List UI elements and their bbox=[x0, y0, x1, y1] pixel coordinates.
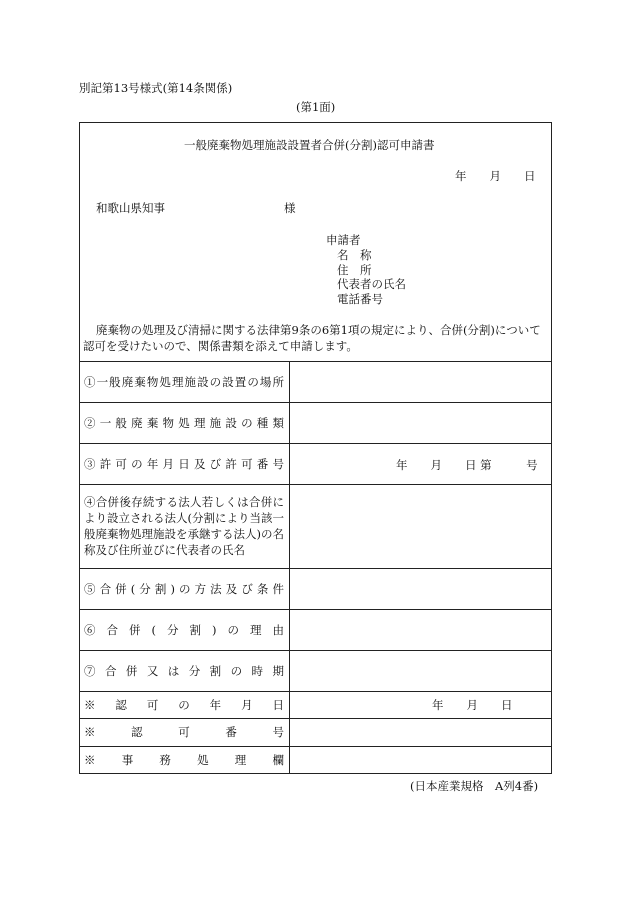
table-row-label: ※認可の年月日 bbox=[84, 697, 284, 712]
approval-date-field[interactable]: 年 月 日 bbox=[432, 698, 513, 712]
table-row-label: ⑤合併(分割)の方法及び条件 bbox=[84, 581, 284, 596]
table-row-label: ⑥合併(分割)の理由 bbox=[84, 622, 284, 637]
table-row-label: ④合併後存続する法人若しくは合併により設立される法人(分割により当該一般廃棄物処理施設を承継する法人)の名称及び住所並びに代表者の氏名 bbox=[84, 495, 284, 557]
statement-line-2: 認可を受けたいので、関係書類を添えて申請します。 bbox=[83, 339, 358, 353]
permit-date-number-field[interactable]: 年 月 日 第 号 bbox=[396, 458, 538, 472]
table-row-label: ③許可の年月日及び許可番号 bbox=[84, 456, 284, 471]
form-title: 一般廃棄物処理施設設置者合併(分割)認可申請書 bbox=[184, 138, 435, 152]
statement-line-1: 廃棄物の処理及び清掃に関する法律第9条の6第1項の規定により、合併(分割)について bbox=[96, 323, 541, 337]
applicant-heading: 申請者 bbox=[326, 233, 361, 247]
column-divider bbox=[289, 361, 290, 774]
form-reference: 別記第13号様式(第14条関係) bbox=[79, 81, 233, 95]
paper-size-note: (日本産業規格 A列4番) bbox=[410, 779, 539, 793]
table-row-label: ※認可番号 bbox=[84, 725, 284, 739]
applicant-field-address: 住 所 bbox=[337, 263, 372, 277]
table-row-label: ②一般廃棄物処理施設の種類 bbox=[84, 415, 284, 430]
addressee-name: 和歌山県知事 bbox=[96, 201, 165, 215]
date-line: 年 月 日 bbox=[455, 169, 536, 183]
addressee-honorific: 様 bbox=[284, 201, 296, 215]
page-label: (第1面) bbox=[296, 100, 336, 114]
applicant-field-name: 名 称 bbox=[337, 248, 372, 262]
table-row-label: ⑦合併又は分割の時期 bbox=[84, 663, 284, 678]
table-row-label: ※事務処理欄 bbox=[84, 753, 284, 767]
applicant-field-representative: 代表者の氏名 bbox=[337, 277, 406, 291]
applicant-field-phone: 電話番号 bbox=[337, 292, 383, 306]
table-row-label: ①一般廃棄物処理施設の設置の場所 bbox=[84, 374, 284, 389]
